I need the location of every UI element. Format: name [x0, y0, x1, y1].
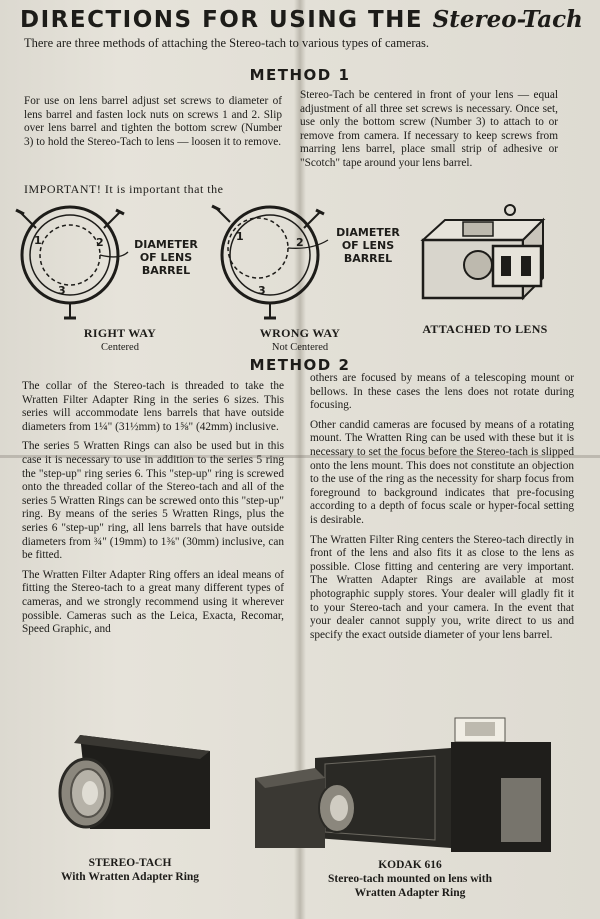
- page-title: DIRECTIONS FOR USING THE Stereo-Tach: [20, 6, 583, 33]
- screw-label-3: 3: [58, 284, 66, 297]
- screw-label-1: 1: [236, 230, 244, 243]
- product-name: Stereo-Tach: [432, 6, 583, 33]
- method2-right-column: [310, 372, 574, 648]
- screw-label-2: 2: [296, 236, 304, 249]
- stereo-tach-photo: [50, 725, 220, 835]
- screw-label-2: 2: [96, 236, 104, 249]
- method2-heading: METHOD 2: [249, 356, 351, 374]
- important-note: IMPORTANT! It is important that the: [24, 182, 224, 196]
- paragraph: The series 5 Wratten Rings can also be used but in this case it is necessary to use in addition to the series 5 ring the "step-up" ring series 6. This "step-up" ring is screwed onto the threaded collar of the Stereo-tach and all of the series 5 Wratten Rings can be screwed onto this "step-up" ring. By means of the series 5 Wratten Rings, plus the series 6 "step-up" ring, all lens barrels that have outside diameters from ¾" (19mm) to 1⅜" (30mm) inclusive, can be fitted.: [22, 440, 284, 562]
- attached-caption: ATTACHED TO LENS: [422, 322, 548, 336]
- paragraph: Other candid cameras are focused by means of a rotating mount. The Wratten Ring can be used with these but it is necessary to set the focus before the Stereo-tach is slipped onto the lens mount. This does not constitute an objection to the use of the ring as the necessity for sharp focus from foreground to background indicates that pre-focusing according to a depth of focus scale or hyper-focal setting is desirable.: [310, 418, 574, 526]
- diameter-label: DIAMETER OF LENS BARREL: [336, 226, 400, 265]
- wrong-way-caption: WRONG WAY: [259, 326, 341, 340]
- intro-text: There are three methods of attaching the Stereo-tach to various types of cameras.: [24, 36, 430, 50]
- paragraph: The Wratten Filter Ring centers the Stereo-tach directly in front of the lens and also fits it as close to the lens as possible. Close fitting and centering are very important. The Wratten Adapter Rings are available at most photographic supply stores. Your dealer will gladly fit it to your Stereo-tach and your camera. In the event that your dealer cannot supply you, write direct to us and specify the exact outside diameter of your lens barrel.: [310, 533, 574, 641]
- method1-heading: METHOD 1: [249, 66, 351, 84]
- photo-caption-right: KODAK 616 Stereo-tach mounted on lens with Wratten Adapter Ring: [328, 859, 492, 899]
- screw-label-3: 3: [258, 284, 266, 297]
- kodak-616-photo: [255, 718, 555, 858]
- paragraph: The collar of the Stereo-tach is threaded to take the Wratten Filter Adapter Ring in the series 6 sizes. This series will accommodate lens barrels that have outside diameters from 1¼" (31½mm) to 1⅝" (42mm) inclusive.: [22, 380, 284, 433]
- right-way-caption: RIGHT WAY: [83, 326, 157, 340]
- paragraph: The Wratten Filter Adapter Ring offers an ideal means of fitting the Stereo-tach to a great many different types of cameras, and we strongly recommend using it wherever possible. Cameras such as the Leica, Exacta, Recomar, Speed Graphic, and: [22, 568, 284, 636]
- screw-label-1: 1: [34, 234, 42, 247]
- method1-left-text: For use on lens barrel adjust set screws to diameter of lens barrel and fasten lock nuts on screws 1 and 2. Slip over lens barrel and tighten the bottom screw (Number 3) to hold the Stereo-Tach to lens — loosen it to remove.: [24, 95, 282, 148]
- method2-left-column: [22, 380, 284, 643]
- method1-right-text: Stereo-Tach be centered in front of your lens — equal adjustment of all three set screws is necessary. Once set, use only the bottom screw (Number 3) to attach to or remove from camera. If necessary to keep screws from marring lens barrel, place small strip of adhesive or "Scotch" tape around your lens barrel.: [300, 89, 558, 169]
- right-way-subcaption: Centered: [101, 342, 139, 353]
- camera-attached-icon: [415, 200, 565, 310]
- paragraph: others are focused by means of a telescoping mount or bellows. In these cases the lens does not rotate during focusing.: [310, 372, 574, 412]
- diameter-label: DIAMETER OF LENS BARREL: [134, 238, 198, 277]
- photo-caption-left: STEREO-TACH With Wratten Adapter Ring: [60, 857, 200, 883]
- wrong-way-subcaption: Not Centered: [271, 342, 329, 353]
